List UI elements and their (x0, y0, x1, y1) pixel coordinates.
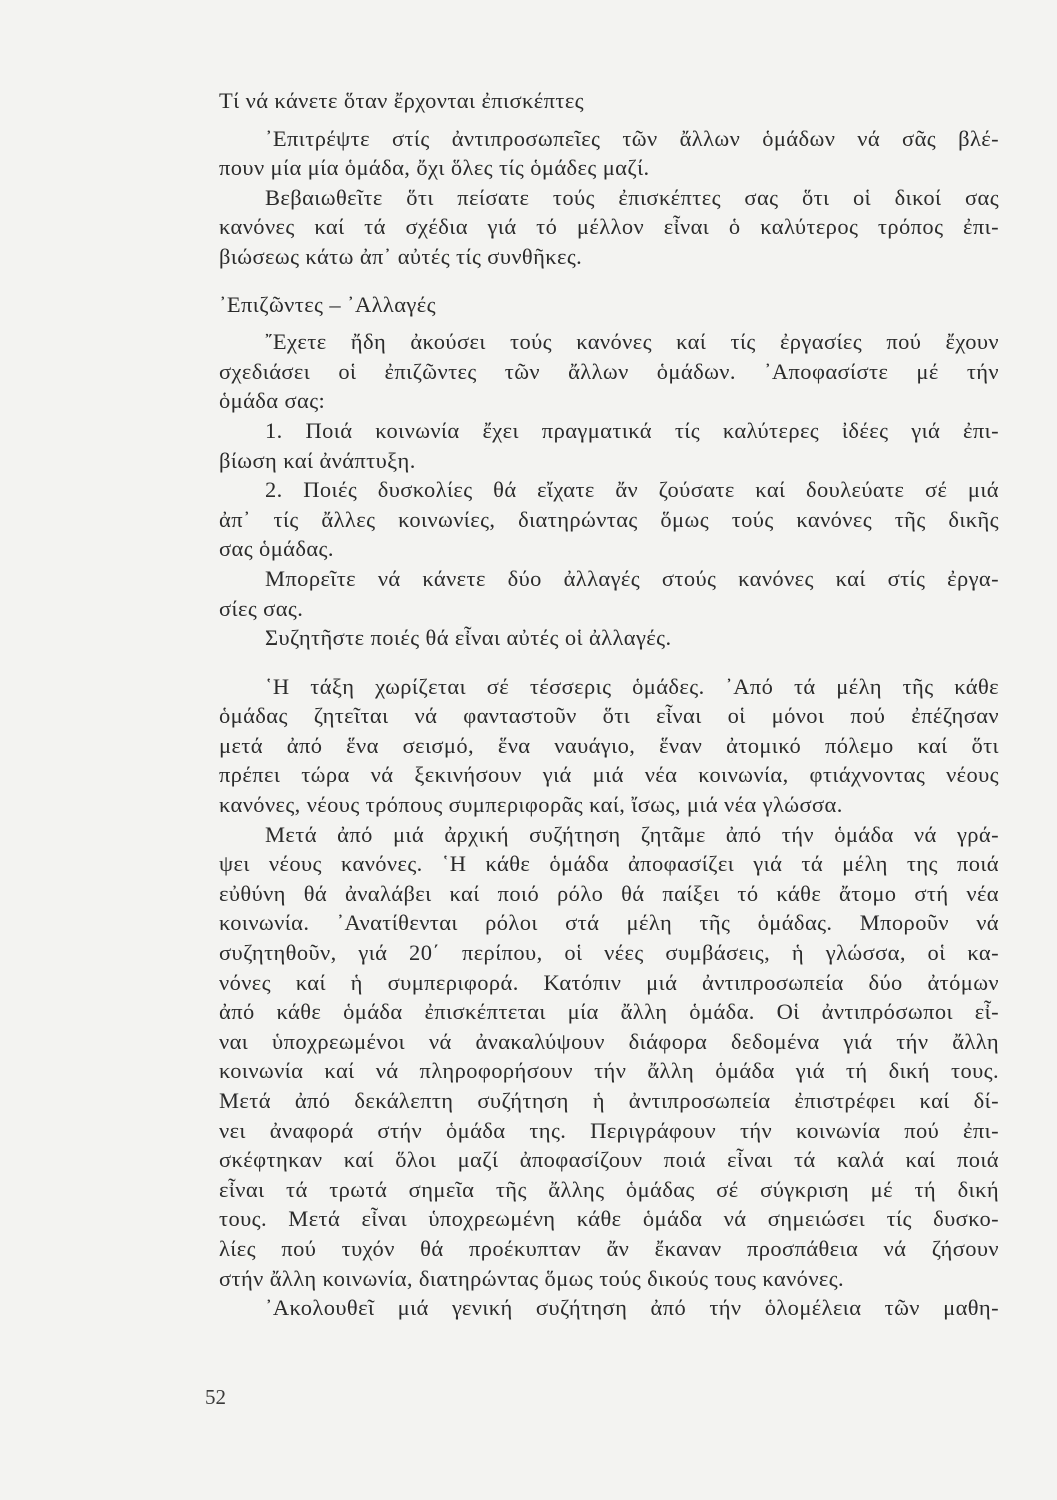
text-line: συζητηθοῦν, γιά 20΄ περίπου, οἱ νέες συμβάσεις, ἡ γλώσσα, οἱ κα- (219, 940, 999, 966)
paragraph-final (219, 1293, 999, 1323)
text-line: Βεβαιωθεῖτε ὅτι πείσατε τούς ἐπισκέπτες σας ὅτι οἱ δικοί σας (265, 184, 999, 210)
text-line: Μετά ἀπό μιά ἀρχική συζήτηση ζητᾶμε ἀπό τήν ὁμάδα νά γρά- (265, 821, 999, 847)
text-line: εὐθύνη θά ἀναλάβει καί ποιό ρόλο θά παίξει τό κάθε ἄτομο στή νέα (219, 880, 999, 906)
text-line: ἀπ᾿ τίς ἄλλες κοινωνίες, διατηρώντας ὅμως τούς κανόνες τῆς δικῆς (219, 506, 999, 532)
text-line: κανόνες, νέους τρόπους συμπεριφορᾶς καί, ἴσως, μιά νέα γλώσσα. (219, 792, 843, 818)
text-line: 2. Ποιές δυσκολίες θά εἴχατε ἄν ζούσατε καί δουλεύατε σέ μιά (265, 477, 999, 503)
text-line: Συζητῆστε ποιές θά εἶναι αὐτές οἱ ἀλλαγές. (265, 625, 672, 651)
paragraph-class (219, 672, 999, 820)
text-line: ῎Εχετε ἤδη ἀκούσει τούς κανόνες καί τίς ἐργασίες πού ἔχουν (265, 329, 999, 355)
section-heading-survivors: ᾿Επιζῶντες – ᾿Αλλαγές (219, 291, 436, 317)
text-line: ῾Η τάξη χωρίζεται σέ τέσσερις ὁμάδες. ᾿Από τά μέλη τῆς κάθε (265, 673, 999, 699)
text-line: εἶναι τά τρωτά σημεῖα τῆς ἄλλης ὁμάδας σέ σύγκριση μέ τή δική (219, 1176, 999, 1202)
paragraph-discuss (219, 623, 999, 653)
text-line: ψει νέους κανόνες. ῾Η κάθε ὁμάδα ἀποφασίζει γιά τά μέλη της ποιά (219, 851, 999, 877)
section-heading-visitors: Τί νά κάνετε ὅταν ἔρχονται ἐπισκέπτες (219, 88, 584, 113)
text-line: ᾿Ακολουθεῖ μιά γενική συζήτηση ἀπό τήν ὁλομέλεια τῶν μαθη- (265, 1295, 999, 1321)
text-line: σκέφτηκαν καί ὅλοι μαζί ἀποφασίζουν ποιά εἶναι τά καλά καί ποιά (219, 1147, 999, 1173)
page-number: 52 (205, 1385, 226, 1409)
text-line: ὁμάδας ζητεῖται νά φανταστοῦν ὅτι εἶναι οἱ μόνοι πού ἐπέζησαν (219, 703, 999, 729)
text-line: στήν ἄλλη κοινωνία, διατηρώντας ὅμως τούς δικούς τους κανόνες. (219, 1265, 845, 1291)
text-line: νει ἀναφορά στήν ὁμάδα της. Περιγράφουν τήν κοινωνία πού ἐπι- (219, 1117, 999, 1143)
paragraph-after (219, 820, 999, 1294)
question-1 (219, 416, 999, 475)
text-line: σίες σας. (219, 595, 304, 621)
text-line: νόνες καί ἡ συμπεριφορά. Κατόπιν μιά ἀντιπροσωπεία δύο ἀτόμων (219, 969, 999, 995)
paragraph-visitors (219, 124, 999, 272)
text-line: Μετά ἀπό δεκάλεπτη συζήτηση ἡ ἀντιπροσωπεία ἐπιστρέφει καί δί- (219, 1088, 999, 1113)
text-line: βίωση καί ἀνάπτυξη. (219, 447, 416, 473)
paragraph-survivors (219, 327, 999, 416)
text-line: τους. Μετά εἶναι ὑποχρεωμένη κάθε ὁμάδα νά σημειώσει τίς δυσκο- (219, 1206, 999, 1232)
text-line: κοινωνία. ᾿Ανατίθενται ρόλοι στά μέλη τῆς ὁμάδας. Μποροῦν νά (219, 910, 999, 936)
text-line: πουν μία μία ὁμάδα, ὄχι ὅλες τίς ὁμάδες μαζί. (219, 155, 650, 181)
text-line: 1. Ποιά κοινωνία ἔχει πραγματικά τίς καλύτερες ἰδέες γιά ἐπι- (265, 417, 999, 443)
text-line: ναι ὑποχρεωμένοι νά ἀνακαλύψουν διάφορα δεδομένα γιά τήν ἄλλη (219, 1028, 999, 1054)
text-line: κοινωνία καί νά πληροφορήσουν τήν ἄλλη ὁμάδα γιά τή δική τους. (219, 1058, 999, 1084)
question-2 (219, 475, 999, 564)
text-column (219, 86, 999, 1323)
text-line: Μπορεῖτε νά κάνετε δύο ἀλλαγές στούς κανόνες καί στίς ἐργα- (265, 565, 999, 591)
text-line: κανόνες καί τά σχέδια γιά τό μέλλον εἶναι ὁ καλύτερος τρόπος ἐπι- (219, 214, 999, 240)
text-line: ἀπό κάθε ὁμάδα ἐπισκέπτεται μία ἄλλη ὁμάδα. Οἱ ἀντιπρόσωποι εἶ- (219, 999, 999, 1025)
text-line: σχεδιάσει οἱ ἐπιζῶντες τῶν ἄλλων ὁμάδων. ᾿Αποφασίστε μέ τήν (219, 358, 999, 384)
text-line: πρέπει τώρα νά ξεκινήσουν γιά μιά νέα κοινωνία, φτιάχνοντας νέους (219, 762, 999, 788)
text-line: λίες πού τυχόν θά προέκυπταν ἄν ἔκαναν προσπάθεια νά ζήσουν (219, 1235, 999, 1261)
text-line: μετά ἀπό ἕνα σεισμό, ἕνα ναυάγιο, ἕναν ἀτομικό πόλεμο καί ὅτι (219, 732, 999, 758)
text-line: σας ὁμάδας. (219, 536, 334, 562)
text-line: βιώσεως κάτω ἀπ᾿ αὐτές τίς συνθῆκες. (219, 243, 583, 269)
paragraph-changes (219, 564, 999, 623)
text-line: ᾿Επιτρέψτε στίς ἀντιπροσωπεῖες τῶν ἄλλων ὁμάδων νά σᾶς βλέ- (265, 125, 999, 151)
text-line: ὁμάδα σας: (219, 388, 326, 414)
